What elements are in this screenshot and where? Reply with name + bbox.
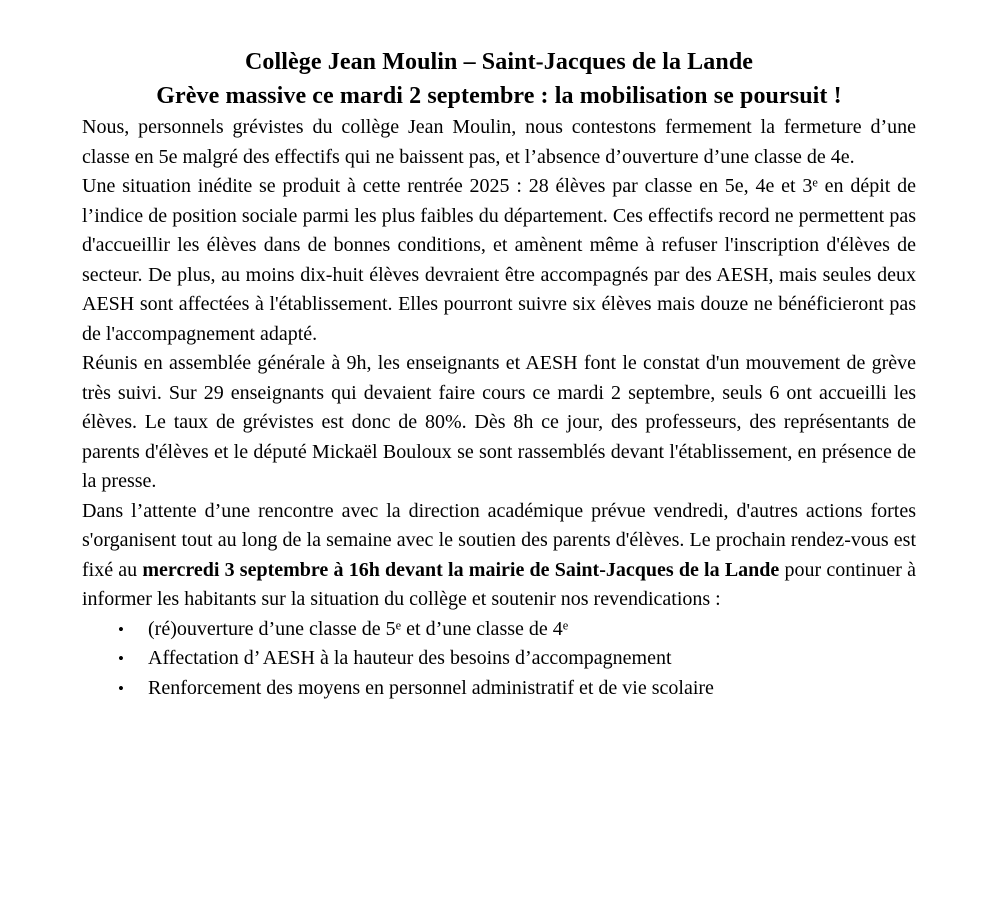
demands-list — [82, 615, 916, 704]
list-item-renforcement — [82, 674, 916, 704]
bullet-icon: • — [118, 678, 124, 698]
title-line-2: Grève massive ce mardi 2 septembre : la mobilisation se poursuit ! — [156, 83, 842, 109]
list-item-text: (ré)ouverture d’une classe de 5e et d’une classe de 4e — [148, 617, 569, 640]
list-item-text: Affectation d’ AESH à la hauteur des besoins d’accompagnement — [148, 647, 672, 669]
list-item-aesh — [82, 644, 916, 674]
list-item-text: Renforcement des moyens en personnel administratif et de vie scolaire — [148, 676, 714, 699]
title-line-1: Collège Jean Moulin – Saint-Jacques de la Lande — [244, 49, 754, 75]
paragraph-intro: Nous, personnels grévistes du collège Jean Moulin, nous contestons fermement la fermeture d’une classe en 5e malgré des effectifs qui ne baissent pas, et l’absence d’ouverture d’une classe de 4e. — [82, 116, 916, 168]
list-item-reouverture — [82, 615, 916, 645]
paragraph-actions: Dans l’attente d’une rencontre avec la direction académique prévue vendredi, d'autres actions fortes s'organisent tout au long de la semaine avec le soutien des parents d'élèves. Le prochain rendez-vous est fixé au mercredi 3 septembre à 16h devant la mairie de Saint-Jacques de la Lande pour continuer à informer les habitants sur la situation du collège et soutenir nos revendications : — [82, 499, 916, 610]
document-title — [82, 45, 916, 113]
paragraph-greve: Réunis en assemblée générale à 9h, les enseignants et AESH font le constat d'un mouvement de grève très suivi. Sur 29 enseignants qui devaient faire cours ce mardi 2 septembre, seuls 6 ont accueilli les élèves. Le taux de grévistes est donc de 80%. Dès 8h ce jour, des professeurs, des représentants de parents d'élèves et le député Mickaël Bouloux se sont rassemblés devant l'établissement, en présence de la presse. — [82, 352, 916, 492]
bullet-icon: • — [118, 619, 124, 639]
bullet-icon: • — [118, 649, 124, 668]
paragraph-situation: Une situation inédite se produit à cette rentrée 2025 : 28 élèves par classe en 5e, 4e et 3e en dépit de l’indice de position sociale parmi les plus faibles du département. Ces effectifs record ne permettent pas d'accueillir les élèves dans de bonnes conditions, et amènent même à refuser l'inscription d'élèves de secteur. De plus, au moins dix-huit élèves devraient être accompagnés par des AESH, mais seules deux AESH sont affectées à l'établissement. Elles pourront suivre six élèves mais douze ne bénéficieront pas de l'accompagnement adapté. — [82, 175, 917, 345]
